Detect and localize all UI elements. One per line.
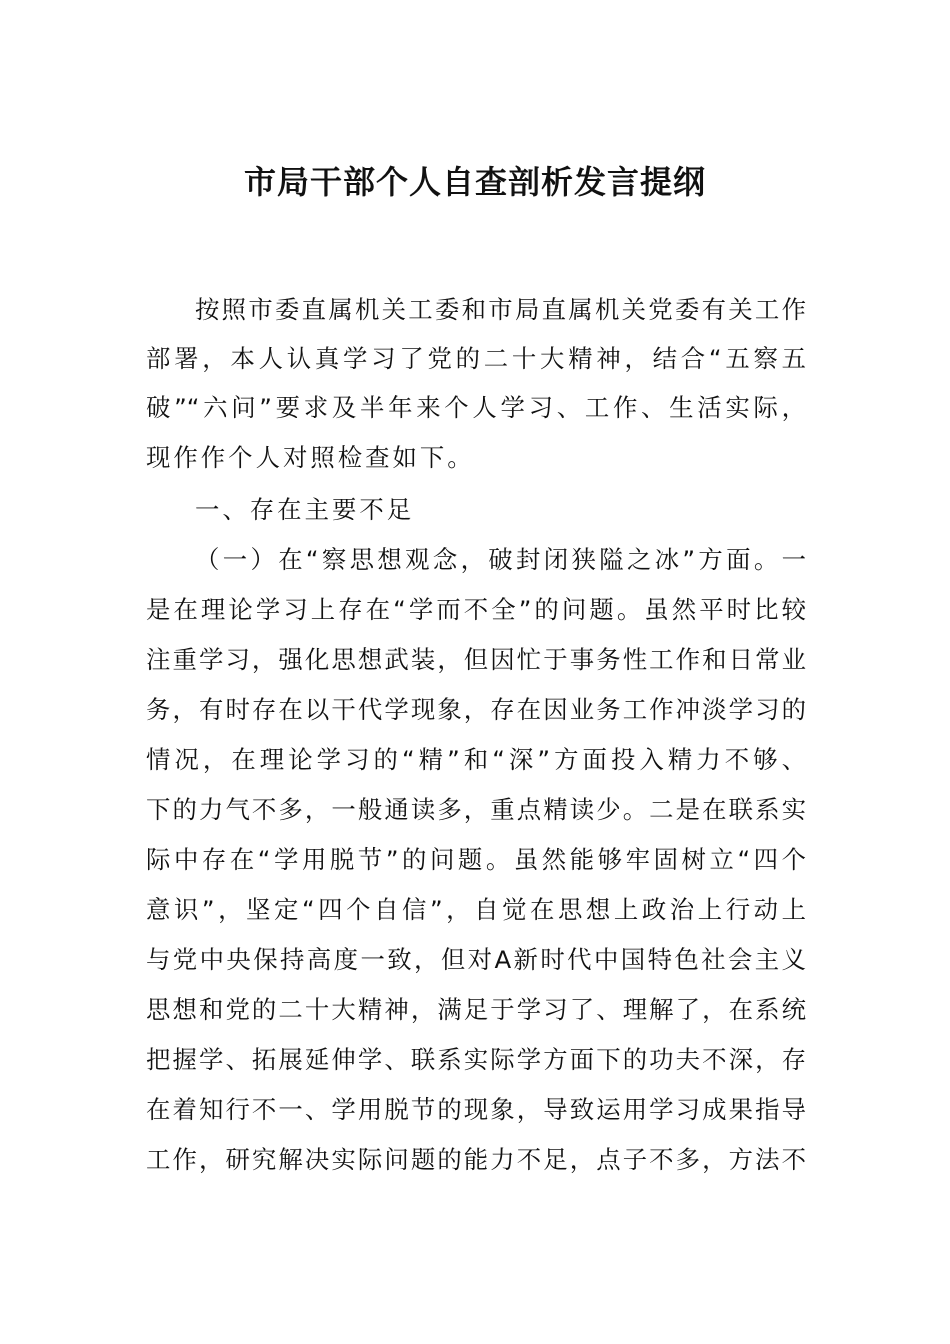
body-line-11: 把握学、拓展延伸学、联系实际学方面下的功夫不深，存 xyxy=(146,1045,806,1074)
body-line-3: 注重学习，强化思想武装，但因忙于事务性工作和日常业 xyxy=(146,645,806,674)
body-line-4: 务，有时存在以干代学现象，存在因业务工作冲淡学习的 xyxy=(146,695,806,724)
body-line-6: 下的力气不多，一般通读多，重点精读少。二是在联系实 xyxy=(146,795,806,824)
body-line-1: （一）在“察思想观念，破封闭狭隘之冰”方面。一 xyxy=(195,545,806,574)
body-line-5: 情况，在理论学习的“精”和“深”方面投入精力不够、 xyxy=(146,745,806,774)
body-line-12: 在着知行不一、学用脱节的现象，导致运用学习成果指导 xyxy=(146,1095,806,1124)
body-line-8: 意识”，坚定“四个自信”，自觉在思想上政治上行动上 xyxy=(146,895,806,924)
body-line-2: 是在理论学习上存在“学而不全”的问题。虽然平时比较 xyxy=(146,595,806,624)
body-line-7: 际中存在“学用脱节”的问题。虽然能够牢固树立“四个 xyxy=(146,845,806,874)
intro-line-4: 现作作个人对照检查如下。 xyxy=(146,443,475,472)
intro-line-3: 破”“六问”要求及半年来个人学习、工作、生活实际， xyxy=(146,393,806,422)
body-line-9: 与党中央保持高度一致，但对A新时代中国特色社会主义 xyxy=(146,945,806,974)
document-title: 市局干部个人自查剖析发言提纲 xyxy=(243,163,706,201)
section-heading: 一、存在主要不足 xyxy=(195,495,415,524)
intro-line-1: 按照市委直属机关工委和市局直属机关党委有关工作 xyxy=(195,295,806,324)
body-line-10: 思想和党的二十大精神，满足于学习了、理解了，在系统 xyxy=(146,995,806,1024)
intro-line-2: 部署，本人认真学习了党的二十大精神，结合“五察五 xyxy=(146,344,806,373)
body-line-13: 工作，研究解决实际问题的能力不足，点子不多，方法不 xyxy=(146,1145,806,1174)
